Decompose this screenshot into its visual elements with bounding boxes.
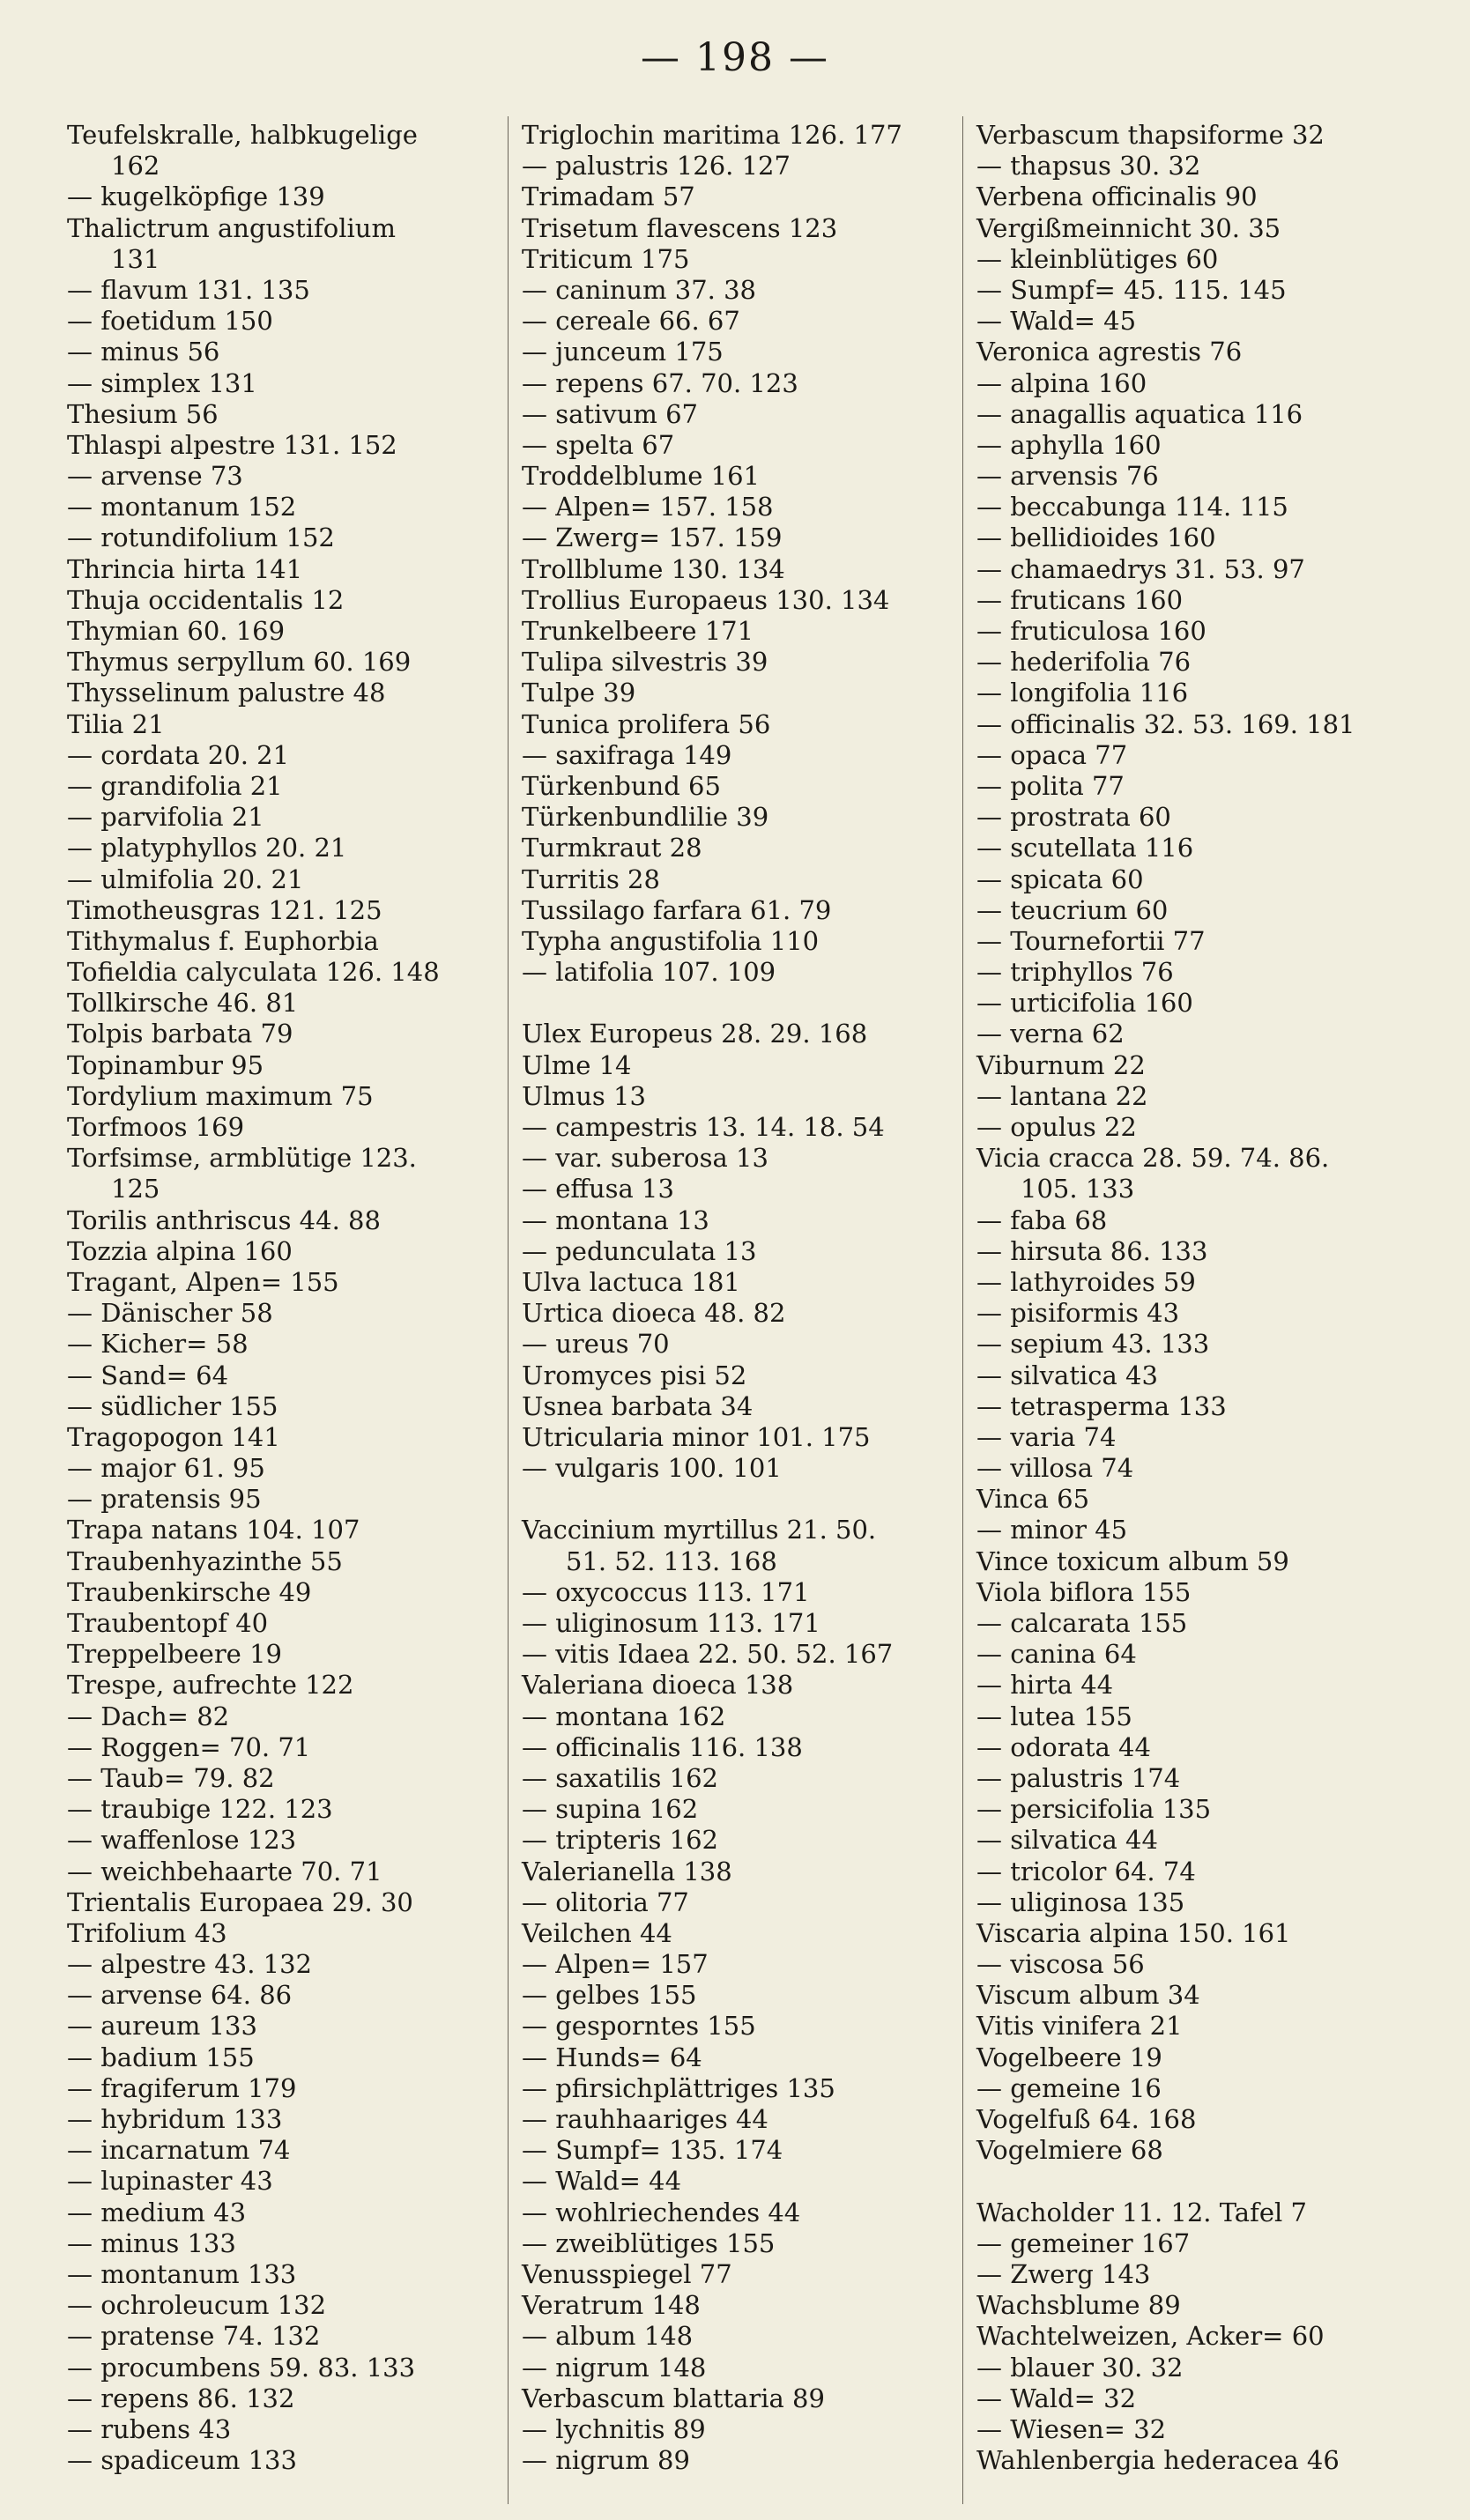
index-entry: 125 (111, 1174, 160, 1204)
index-entry: — sepium 43. 133 (976, 1329, 1210, 1360)
index-entry: — longifolia 116 (976, 678, 1189, 708)
index-entry: — thapsus 30. 32 (976, 151, 1201, 182)
index-entry: — pratensis 95 (67, 1484, 262, 1515)
index-entry: — vulgaris 100. 101 (522, 1453, 782, 1484)
index-entry: — montanum 133 (67, 2258, 297, 2289)
index-entry: — Hunds= 64 (522, 2042, 702, 2072)
index-entry: Viscaria alpina 150. 161 (976, 1917, 1291, 1948)
index-entry: Triticum 175 (522, 243, 690, 274)
index-entry: — minus 133 (67, 2227, 236, 2258)
index-entry: — junceum 175 (522, 337, 724, 367)
index-entry: — silvatica 43 (976, 1360, 1158, 1390)
index-entry: — sativum 67 (522, 398, 698, 429)
index-entry: — Alpen= 157 (522, 1949, 709, 1980)
index-entry: Tunica prolifera 56 (522, 708, 771, 739)
index-entry: Traubenkirsche 49 (67, 1576, 312, 1607)
index-entry: — opulus 22 (976, 1112, 1137, 1142)
index-entry: — Taub= 79. 82 (67, 1762, 275, 1793)
index-entry: Triglochin maritima 126. 177 (522, 120, 902, 150)
index-entry: Utricularia minor 101. 175 (522, 1421, 871, 1452)
section-gap (976, 2166, 1435, 2197)
index-entry: — persicifolia 135 (976, 1794, 1212, 1825)
index-column-2 (522, 120, 980, 2476)
index-entry: — odorata 44 (976, 1731, 1151, 1762)
index-entry: — calcarata 155 (976, 1608, 1188, 1638)
index-entry: — ulmifolia 20. 21 (67, 863, 304, 894)
index-entry: — parvifolia 21 (67, 802, 264, 833)
index-entry: — palustris 174 (976, 1762, 1181, 1793)
index-entry: Topinambur 95 (67, 1049, 264, 1080)
index-entry: — Wald= 45 (976, 306, 1137, 337)
index-entry: — lychnitis 89 (522, 2413, 706, 2444)
index-entry: — arvensis 76 (976, 461, 1159, 492)
index-entry: Wahlenbergia hederacea 46 (976, 2445, 1340, 2476)
page-number: — 198 — (641, 35, 829, 80)
index-entry: Vogelbeere 19 (976, 2042, 1162, 2072)
index-entry: — latifolia 107. 109 (522, 957, 776, 988)
index-entry: Thlaspi alpestre 131. 152 (67, 429, 397, 460)
index-entry: Vergißmeinnicht 30. 35 (976, 212, 1281, 243)
index-entry: Treppelbeere 19 (67, 1639, 282, 1670)
column-divider (508, 116, 509, 2504)
index-entry: Wachtelweizen, Acker= 60 (976, 2321, 1325, 2352)
index-entry: — zweiblütiges 155 (522, 2227, 776, 2258)
index-entry: — rauhhaariges 44 (522, 2104, 768, 2134)
index-entry: — blauer 30. 32 (976, 2352, 1184, 2383)
index-entry: Veilchen 44 (522, 1917, 672, 1948)
index-entry: Torfmoos 169 (67, 1112, 245, 1142)
index-entry: Viscum album 34 (976, 1980, 1200, 2011)
index-entry: — lantana 22 (976, 1080, 1148, 1111)
index-entry: Ulva lactuca 181 (522, 1266, 740, 1297)
index-entry: Vogelmiere 68 (976, 2135, 1163, 2166)
index-entry: — canina 64 (976, 1639, 1137, 1670)
index-entry: Turritis 28 (522, 863, 660, 894)
index-entry: Traubenhyazinthe 55 (67, 1545, 343, 1576)
index-entry: — faba 68 (976, 1204, 1108, 1235)
index-entry: Thalictrum angustifolium (67, 212, 396, 243)
index-entry: — polita 77 (976, 770, 1125, 801)
index-entry: — wohlriechendes 44 (522, 2197, 801, 2227)
index-entry: Troddelblume 161 (522, 461, 760, 492)
index-entry: — gemeiner 167 (976, 2227, 1191, 2258)
index-entry: Ulmus 13 (522, 1080, 646, 1111)
index-entry: — beccabunga 114. 115 (976, 492, 1288, 523)
index-entry: — montanum 152 (67, 492, 297, 523)
index-entry: Wachsblume 89 (976, 2290, 1181, 2321)
index-entry: — teucrium 60 (976, 894, 1169, 925)
index-entry: Veronica agrestis 76 (976, 337, 1243, 367)
index-entry: — Tournefortii 77 (976, 925, 1206, 956)
index-entry: — uliginosum 113. 171 (522, 1608, 820, 1638)
index-entry: — nigrum 148 (522, 2352, 707, 2383)
index-entry: — Dänischer 58 (67, 1298, 273, 1329)
index-entry: — saxatilis 162 (522, 1762, 718, 1793)
index-entry: 131 (111, 243, 160, 274)
index-entry: Ulme 14 (522, 1049, 632, 1080)
index-entry: Valerianella 138 (522, 1856, 732, 1886)
index-entry: Trespe, aufrechte 122 (67, 1670, 354, 1701)
index-column-3 (976, 120, 1435, 2476)
index-entry: — villosa 74 (976, 1453, 1134, 1484)
index-entry: Veratrum 148 (522, 2290, 701, 2321)
index-entry: Vaccinium myrtillus 21. 50. (522, 1515, 877, 1545)
index-entry: — kleinblütiges 60 (976, 243, 1219, 274)
index-entry: 51. 52. 113. 168 (566, 1545, 777, 1576)
index-entry: Trifolium 43 (67, 1917, 227, 1948)
index-entry: — scutellata 116 (976, 833, 1194, 863)
index-entry: — Kicher= 58 (67, 1329, 249, 1360)
index-entry: Tozzia alpina 160 (67, 1235, 293, 1266)
index-entry: Valeriana dioeca 138 (522, 1670, 794, 1701)
index-entry: — Zwerg= 157. 159 (522, 523, 783, 553)
index-entry: Usnea barbata 34 (522, 1390, 754, 1421)
index-entry: — medium 43 (67, 2197, 247, 2227)
index-entry: 105. 133 (1021, 1174, 1135, 1204)
index-entry: Tragopogon 141 (67, 1421, 280, 1452)
index-entry: — minor 45 (976, 1515, 1128, 1545)
index-entry: — aureum 133 (67, 2011, 257, 2042)
index-entry: Teufelskralle, halbkugelige (67, 120, 418, 150)
index-entry: — pisiformis 43 (976, 1298, 1180, 1329)
index-entry: Wacholder 11. 12. Tafel 7 (976, 2197, 1307, 2227)
index-entry: — aphylla 160 (976, 429, 1162, 460)
index-entry: — alpina 160 (976, 367, 1147, 398)
index-entry: Viburnum 22 (976, 1049, 1146, 1080)
index-entry: — spadiceum 133 (67, 2445, 297, 2476)
index-entry: — saxifraga 149 (522, 739, 732, 770)
index-entry: — flavum 131. 135 (67, 274, 310, 305)
column-divider (962, 116, 963, 2504)
index-entry: Tragant, Alpen= 155 (67, 1266, 339, 1297)
index-entry: Turmkraut 28 (522, 833, 702, 863)
index-entry: Vitis vinifera 21 (976, 2011, 1183, 2042)
index-entry: — officinalis 116. 138 (522, 1731, 803, 1762)
index-entry: — ureus 70 (522, 1329, 670, 1360)
index-entry: — platyphyllos 20. 21 (67, 833, 347, 863)
index-entry: — montana 13 (522, 1204, 709, 1235)
index-entry: Venusspiegel 77 (522, 2258, 732, 2289)
index-entry: — verna 62 (976, 1019, 1125, 1049)
index-entry: — Zwerg 143 (976, 2258, 1151, 2289)
index-entry: — hybridum 133 (67, 2104, 283, 2134)
index-column-1 (67, 120, 525, 2476)
index-entry: — kugelköpfige 139 (67, 182, 325, 212)
index-entry: — caninum 37. 38 (522, 274, 757, 305)
index-entry: Trunkelbeere 171 (522, 616, 754, 646)
index-entry: — foetidum 150 (67, 306, 273, 337)
index-entry: Türkenbund 65 (522, 770, 721, 801)
index-entry: Typha angustifolia 110 (522, 925, 820, 956)
index-entry: — badium 155 (67, 2042, 255, 2072)
index-entry: — chamaedrys 31. 53. 97 (976, 553, 1305, 584)
index-entry: Thysselinum palustre 48 (67, 678, 386, 708)
index-entry: Vicia cracca 28. 59. 74. 86. (976, 1143, 1330, 1174)
index-entry: Thuja occidentalis 12 (67, 584, 345, 615)
index-entry: — Wald= 32 (976, 2383, 1137, 2413)
index-entry: Türkenbundlilie 39 (522, 802, 769, 833)
index-entry: Thesium 56 (67, 398, 219, 429)
index-entry: — officinalis 32. 53. 169. 181 (976, 708, 1355, 739)
index-entry: — minus 56 (67, 337, 220, 367)
index-entry: Tordylium maximum 75 (67, 1080, 374, 1111)
index-entry: — rubens 43 (67, 2413, 232, 2444)
index-entry: — alpestre 43. 132 (67, 1949, 312, 1980)
index-entry: — simplex 131 (67, 367, 257, 398)
index-entry: Torfsimse, armblütige 123. (67, 1143, 417, 1174)
index-entry: — rotundifolium 152 (67, 523, 335, 553)
index-entry: — tetrasperma 133 (976, 1390, 1227, 1421)
index-entry: Trientalis Europaea 29. 30 (67, 1886, 413, 1917)
index-entry: — pratense 74. 132 (67, 2321, 321, 2352)
index-entry: — Alpen= 157. 158 (522, 492, 774, 523)
index-entry: Thymian 60. 169 (67, 616, 286, 646)
index-entry: Tithymalus f. Euphorbia (67, 925, 379, 956)
index-entry: Vogelfuß 64. 168 (976, 2104, 1197, 2134)
index-entry: — triphyllos 76 (976, 957, 1174, 988)
index-entry: Tollkirsche 46. 81 (67, 988, 299, 1019)
index-entry: — ochroleucum 132 (67, 2290, 327, 2321)
index-entry: Tulpe 39 (522, 678, 636, 708)
index-entry: Tilia 21 (67, 708, 165, 739)
index-entry: Trollblume 130. 134 (522, 553, 785, 584)
index-entry: Trollius Europaeus 130. 134 (522, 584, 890, 615)
index-entry: — lathyroides 59 (976, 1266, 1196, 1297)
index-entry: — montana 162 (522, 1701, 726, 1731)
index-entry: — campestris 13. 14. 18. 54 (522, 1112, 885, 1142)
index-entry: Tulipa silvestris 39 (522, 647, 768, 678)
index-entry: Viola biflora 155 (976, 1576, 1192, 1607)
index-entry: Tolpis barbata 79 (67, 1019, 293, 1049)
section-gap (522, 1484, 980, 1515)
index-entry: Ulex Europeus 28. 29. 168 (522, 1019, 868, 1049)
index-entry: — urticifolia 160 (976, 988, 1193, 1019)
index-entry: — spicata 60 (976, 863, 1144, 894)
index-entry: Traubentopf 40 (67, 1608, 269, 1638)
index-entry: Verbascum thapsiforme 32 (976, 120, 1325, 150)
index-entry: — weichbehaarte 70. 71 (67, 1856, 382, 1886)
index-entry: — grandifolia 21 (67, 770, 283, 801)
index-entry: — effusa 13 (522, 1174, 674, 1204)
index-entry: Tofieldia calyculata 126. 148 (67, 957, 440, 988)
index-entry: — tricolor 64. 74 (976, 1856, 1196, 1886)
index-entry: — palustris 126. 127 (522, 151, 791, 182)
index-entry: — opaca 77 (976, 739, 1128, 770)
index-entry: — olitoria 77 (522, 1886, 689, 1917)
index-entry: — Sumpf= 45. 115. 145 (976, 274, 1287, 305)
index-entry: — procumbens 59. 83. 133 (67, 2352, 416, 2383)
index-entry: — fragiferum 179 (67, 2072, 297, 2103)
index-entry: — oxycoccus 113. 171 (522, 1576, 810, 1607)
index-entry: — pfirsichplättriges 135 (522, 2072, 835, 2103)
index-entry: — repens 86. 132 (67, 2383, 295, 2413)
index-entry: — fruticulosa 160 (976, 616, 1206, 646)
index-entry: — vitis Idaea 22. 50. 52. 167 (522, 1639, 894, 1670)
index-entry: — fruticans 160 (976, 584, 1184, 615)
index-entry: — südlicher 155 (67, 1390, 278, 1421)
index-entry: Verbascum blattaria 89 (522, 2383, 825, 2413)
section-gap (522, 988, 980, 1019)
index-entry: Vince toxicum album 59 (976, 1545, 1289, 1576)
index-entry: — arvense 64. 86 (67, 1980, 293, 2011)
index-entry: — hederifolia 76 (976, 647, 1192, 678)
index-entry: — Sand= 64 (67, 1360, 229, 1390)
index-entry: — prostrata 60 (976, 802, 1171, 833)
index-entry: — varia 74 (976, 1421, 1117, 1452)
index-entry: Trisetum flavescens 123 (522, 212, 838, 243)
index-entry: — Roggen= 70. 71 (67, 1731, 311, 1762)
index-entry: — supina 162 (522, 1794, 699, 1825)
index-entry: — gemeine 16 (976, 2072, 1162, 2103)
index-entry: Uromyces pisi 52 (522, 1360, 747, 1390)
index-entry: — uliginosa 135 (976, 1886, 1185, 1917)
index-entry: Thymus serpyllum 60. 169 (67, 647, 412, 678)
index-entry: — viscosa 56 (976, 1949, 1145, 1980)
index-entry: — cereale 66. 67 (522, 306, 740, 337)
index-entry: — spelta 67 (522, 429, 675, 460)
index-entry: — arvense 73 (67, 461, 243, 492)
index-entry: — major 61. 95 (67, 1453, 265, 1484)
index-entry: — hirsuta 86. 133 (976, 1235, 1208, 1266)
index-entry: — gesporntes 155 (522, 2011, 756, 2042)
index-entry: Urtica dioeca 48. 82 (522, 1298, 786, 1329)
index-entry: — Wiesen= 32 (976, 2413, 1167, 2444)
index-entry: — album 148 (522, 2321, 694, 2352)
index-entry: Vinca 65 (976, 1484, 1090, 1515)
index-entry: — Wald= 44 (522, 2166, 682, 2197)
index-entry: — Sumpf= 135. 174 (522, 2135, 783, 2166)
index-entry: — anagallis aquatica 116 (976, 398, 1303, 429)
index-entry: — waffenlose 123 (67, 1825, 297, 1856)
index-entry: Trapa natans 104. 107 (67, 1515, 360, 1545)
index-entry: — lupinaster 43 (67, 2166, 273, 2197)
index-entry: — pedunculata 13 (522, 1235, 757, 1266)
index-entry: Tussilago farfara 61. 79 (522, 894, 832, 925)
index-entry: — silvatica 44 (976, 1825, 1158, 1856)
index-entry: — hirta 44 (976, 1670, 1114, 1701)
index-entry: Torilis anthriscus 44. 88 (67, 1204, 381, 1235)
index-entry: — nigrum 89 (522, 2445, 690, 2476)
index-entry: Verbena officinalis 90 (976, 182, 1258, 212)
index-entry: Timotheusgras 121. 125 (67, 894, 382, 925)
index-entry: Trimadam 57 (522, 182, 695, 212)
index-entry: — incarnatum 74 (67, 2135, 291, 2166)
index-entry: — cordata 20. 21 (67, 739, 290, 770)
index-entry: — gelbes 155 (522, 1980, 697, 2011)
index-entry: 162 (111, 151, 160, 182)
index-entry: — lutea 155 (976, 1701, 1132, 1731)
index-entry: — var. suberosa 13 (522, 1143, 768, 1174)
index-entry: — tripteris 162 (522, 1825, 718, 1856)
index-entry: — repens 67. 70. 123 (522, 367, 798, 398)
index-entry: — Dach= 82 (67, 1701, 230, 1731)
index-entry: Thrincia hirta 141 (67, 553, 303, 584)
index-entry: — bellidioides 160 (976, 523, 1216, 553)
index-entry: — traubige 122. 123 (67, 1794, 333, 1825)
